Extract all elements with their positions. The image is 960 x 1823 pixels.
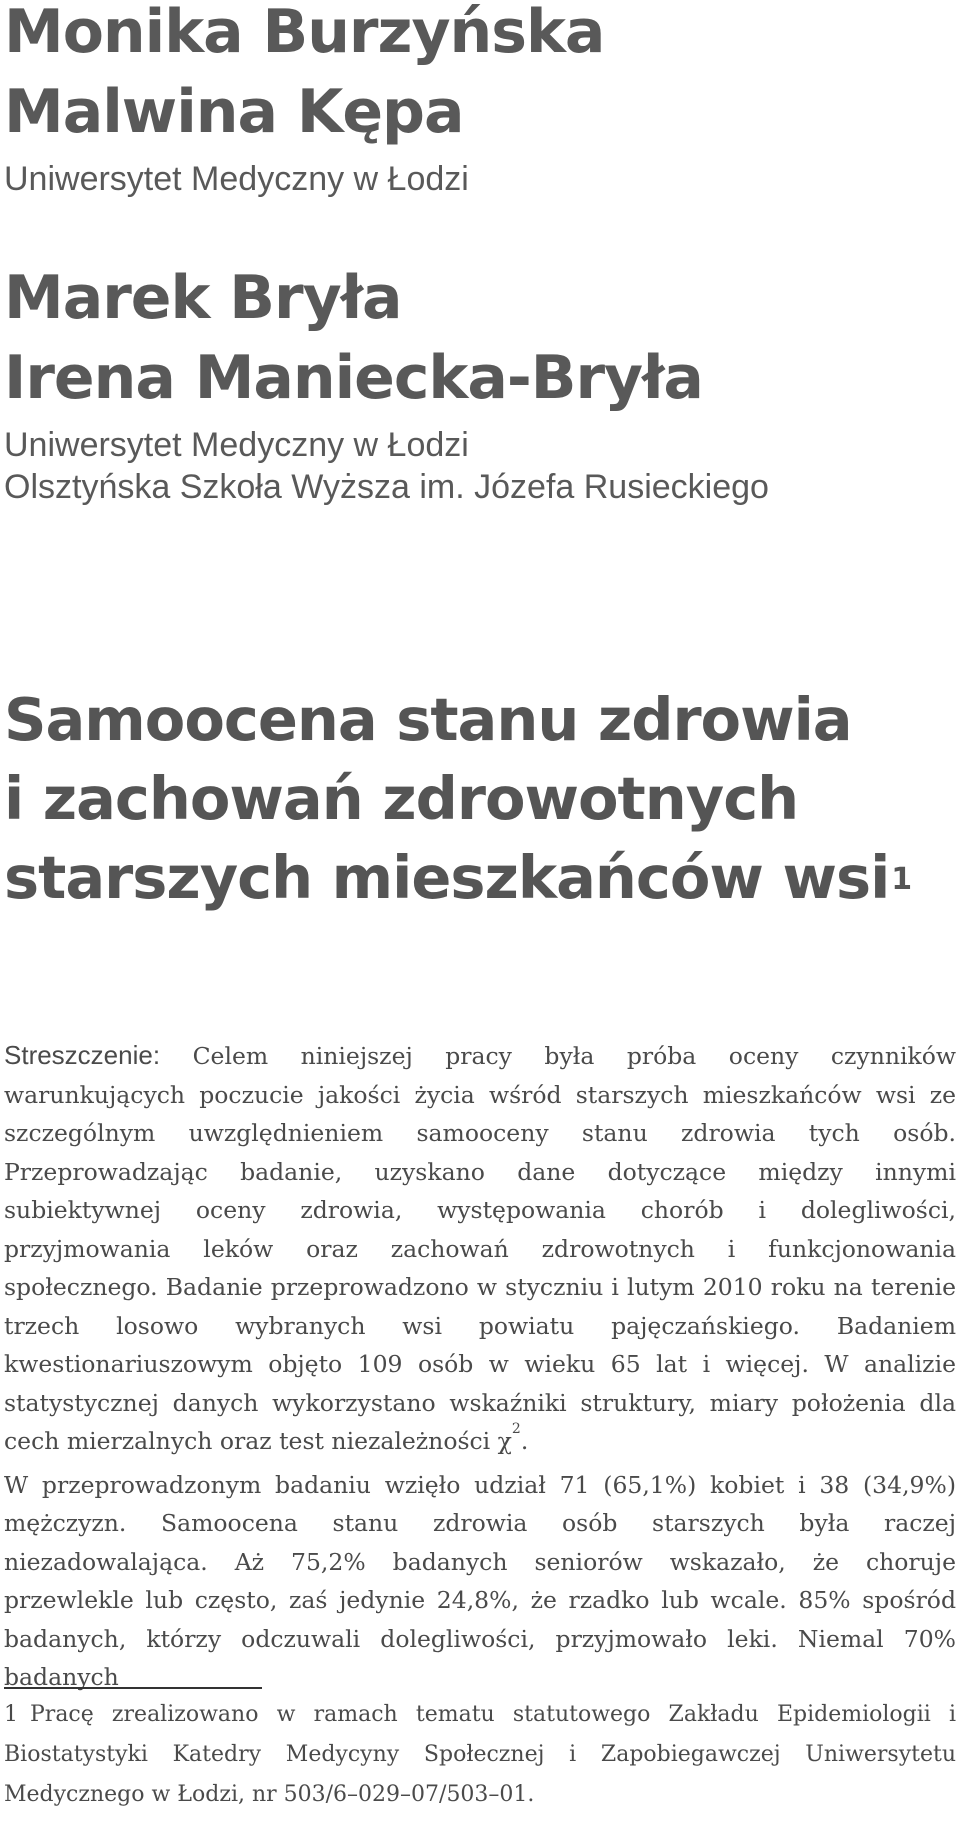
title-line: Samoocena stanu zdrowia [4, 685, 852, 754]
author-name: Irena Maniecka-Bryła [4, 343, 703, 413]
title-line-last [4, 838, 911, 917]
abstract-label: Streszczenie: [4, 1040, 161, 1070]
abstract-paragraph [4, 1036, 956, 1461]
author-name: Monika Burzyńska [4, 0, 605, 67]
abstract-text-end: . [520, 1427, 529, 1455]
footnote-number: 1 [4, 1702, 18, 1727]
title-footnote-marker: 1 [891, 862, 912, 897]
author-name: Malwina Kępa [4, 77, 464, 147]
abstract-paragraph: W przeprowadzonym badaniu wzięło udział 71 (65,1%) kobiet i 38 (34,9%) mężczyzn. Samoocena stanu zdrowia osób starszych była raczej niezadowalająca. Aż 75,2% badanych seniorów wskazało, że choruje przewlekle lub często, zaś jedynie 24,8%, że rzadko lub wcale. 85% spośród badanych, którzy odczuwali dolegliwości, przyjmowało leki. Niemal 70% badanych [4, 1470, 956, 1691]
abstract-text: Celem niniejszej pracy była próba oceny czynników warunkujących poczucie jakości życia wśród starszych mieszkańców wsi ze szczególnym uwzględnieniem samooceny stanu zdrowia tych osób. Przeprowadzając badanie, uzyskano dane dotyczące między innymi subiektywnej oceny zdrowia, występowania chorób i dolegliwości, przyjmowania leków oraz zachowań zdrowotnych i funkcjonowania społecznego. Badanie przeprowadzono w styczniu i lutym 2010 roku na terenie trzech losowo wybranych wsi powiatu pajęczańskiego. Badaniem kwestionariuszowym objęto 109 osób w wieku 65 lat i więcej. W analizie statystycznej danych wykorzystano wskaźniki struktury, miary położenia dla cech mierzalnych oraz test niezależności χ [4, 1042, 956, 1455]
author-affiliation: Olsztyńska Szkoła Wyższa im. Józefa Rusieckiego [4, 468, 769, 506]
author-name: Marek Bryła [4, 263, 402, 333]
author-group-2 [4, 258, 769, 508]
footnote-separator [4, 1687, 262, 1689]
title-line: starszych mieszkańców wsi [4, 843, 890, 912]
footnote [4, 1695, 956, 1815]
author-group-1 [4, 0, 604, 200]
author-affiliation: Uniwersytet Medyczny w Łodzi [4, 426, 469, 464]
title-line: i zachowań zdrowotnych [4, 764, 799, 833]
footnote-text: Pracę zrealizowano w ramach tematu statutowego Zakładu Epidemiologii i Biostatystyki Katedry Medycyny Społecznej i Zapobiegawczej Uniwersytetu Medycznego w Łodzi, nr 503/6–029–07/503–01. [4, 1702, 956, 1807]
chi-square-superscript: 2 [511, 1421, 521, 1437]
article-title [4, 680, 911, 917]
abstract [4, 1036, 956, 1697]
author-affiliation: Uniwersytet Medyczny w Łodzi [4, 160, 469, 198]
